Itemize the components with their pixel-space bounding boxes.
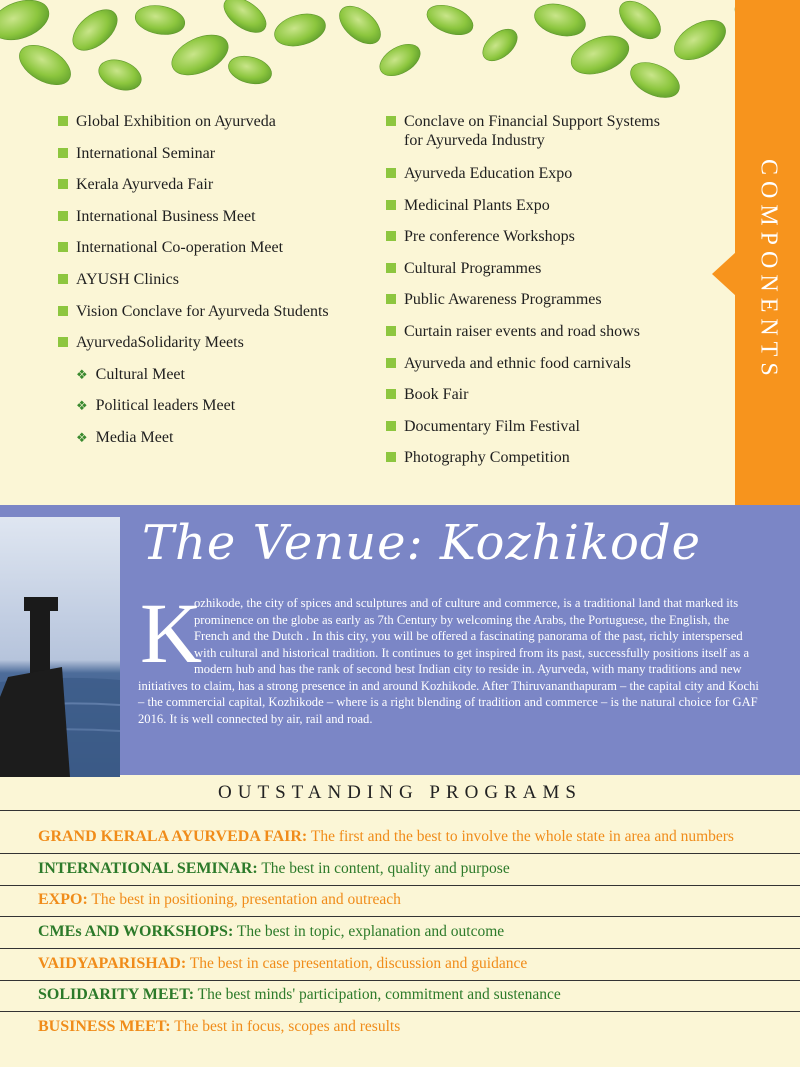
divider <box>0 948 800 949</box>
bullet-diamond-icon: ❖ <box>76 366 88 382</box>
components-section <box>0 0 800 505</box>
venue-body-text: ozhikode, the city of spices and sculptures and of culture and commerce, is a traditional land that marked its prominence on the globe as early as 7th Century by welcoming the Arabs, the Portuguese, the English, the French and the Dutch . In this city, you will be offered a fascinating panorama of the past, richly interspersed with cultural and historical tradition. It continues to get inspired from its past, successfully positions itself as a modern hub and has the rank of second best Indian city to reside in. Ayurveda, with many traditions and new initiatives to claim, has a strong presence in and around Kozhikode. After Thiruvananthapuram – the capital city and Kochi – the commercial capital, Kozhikode – where is a right blending of tradition and commerce – is the natural choice for GAF 2016. It is well connected by air, rail and road. <box>138 596 759 726</box>
program-row: INTERNATIONAL SEMINAR: The best in content, quality and purpose <box>38 860 510 877</box>
list-item: International Seminar <box>58 144 378 176</box>
bullet-square-icon <box>386 263 396 273</box>
bullet-square-icon <box>386 168 396 178</box>
divider <box>0 885 800 886</box>
leaves-decoration <box>0 0 800 110</box>
program-row: VAIDYAPARISHAD: The best in case presentation, discussion and guidance <box>38 955 528 972</box>
divider <box>0 916 800 917</box>
list-item: Book Fair <box>386 385 716 417</box>
list-item: Pre conference Workshops <box>386 227 716 259</box>
bullet-square-icon <box>58 116 68 126</box>
bullet-square-icon <box>58 337 68 347</box>
components-left-list <box>58 112 378 460</box>
bullet-square-icon <box>386 358 396 368</box>
bullet-square-icon <box>386 231 396 241</box>
outstanding-programs-heading: OUTSTANDING PROGRAMS <box>218 782 582 803</box>
list-item: Vision Conclave for Ayurveda Students <box>58 302 378 334</box>
list-item: Ayurveda and ethnic food carnivals <box>386 354 716 386</box>
list-item: Documentary Film Festival <box>386 417 716 449</box>
list-item: Cultural Programmes <box>386 259 716 291</box>
list-item: International Co-operation Meet <box>58 238 378 270</box>
bullet-square-icon <box>386 452 396 462</box>
bullet-square-icon <box>386 389 396 399</box>
components-side-label: COMPONENTS <box>755 158 782 382</box>
list-item: Conclave on Financial Support Systems for Ayurveda Industry <box>386 112 716 164</box>
divider <box>0 810 800 811</box>
list-item: Kerala Ayurveda Fair <box>58 175 378 207</box>
venue-dropcap: K <box>140 585 203 681</box>
venue-section <box>0 505 800 775</box>
bullet-square-icon <box>58 242 68 252</box>
bullet-square-icon <box>58 274 68 284</box>
list-item: Global Exhibition on Ayurveda <box>58 112 378 144</box>
list-item: Public Awareness Programmes <box>386 290 716 322</box>
program-row: SOLIDARITY MEET: The best minds' participation, commitment and sustenance <box>38 986 561 1003</box>
program-row: GRAND KERALA AYURVEDA FAIR: The first and the best to involve the whole state in area and numbers <box>38 828 734 845</box>
bullet-square-icon <box>386 326 396 336</box>
bullet-square-icon <box>58 179 68 189</box>
bullet-diamond-icon: ❖ <box>76 429 88 445</box>
sub-list-item: ❖ Political leaders Meet <box>76 397 236 415</box>
bullet-square-icon <box>386 200 396 210</box>
bullet-square-icon <box>58 306 68 316</box>
bullet-square-icon <box>386 116 396 126</box>
venue-title: The Venue: Kozhikode <box>142 515 702 571</box>
list-item: Medicinal Plants Expo <box>386 196 716 228</box>
bullet-square-icon <box>386 421 396 431</box>
program-row: CMEs AND WORKSHOPS: The best in topic, explanation and outcome <box>38 923 505 940</box>
list-item: Ayurveda Education Expo <box>386 164 716 196</box>
bullet-square-icon <box>58 148 68 158</box>
bullet-diamond-icon: ❖ <box>76 398 88 414</box>
bullet-square-icon <box>58 211 68 221</box>
divider <box>0 853 800 854</box>
list-item: AYUSH Clinics <box>58 270 378 302</box>
program-row: BUSINESS MEET: The best in focus, scopes and results <box>38 1018 401 1035</box>
venue-photo <box>0 517 120 777</box>
components-band-notch <box>712 252 736 296</box>
list-item: Photography Competition <box>386 448 716 480</box>
sub-list-item: ❖ Media Meet <box>76 428 174 446</box>
divider <box>0 1011 800 1012</box>
components-right-list <box>386 112 716 480</box>
sub-list-item: ❖ Cultural Meet <box>76 365 185 383</box>
program-row: EXPO: The best in positioning, presentation and outreach <box>38 891 401 908</box>
list-item: Curtain raiser events and road shows <box>386 322 716 354</box>
bullet-square-icon <box>386 294 396 304</box>
list-item: AyurvedaSolidarity Meets <box>58 333 378 365</box>
divider <box>0 980 800 981</box>
list-item: International Business Meet <box>58 207 378 239</box>
